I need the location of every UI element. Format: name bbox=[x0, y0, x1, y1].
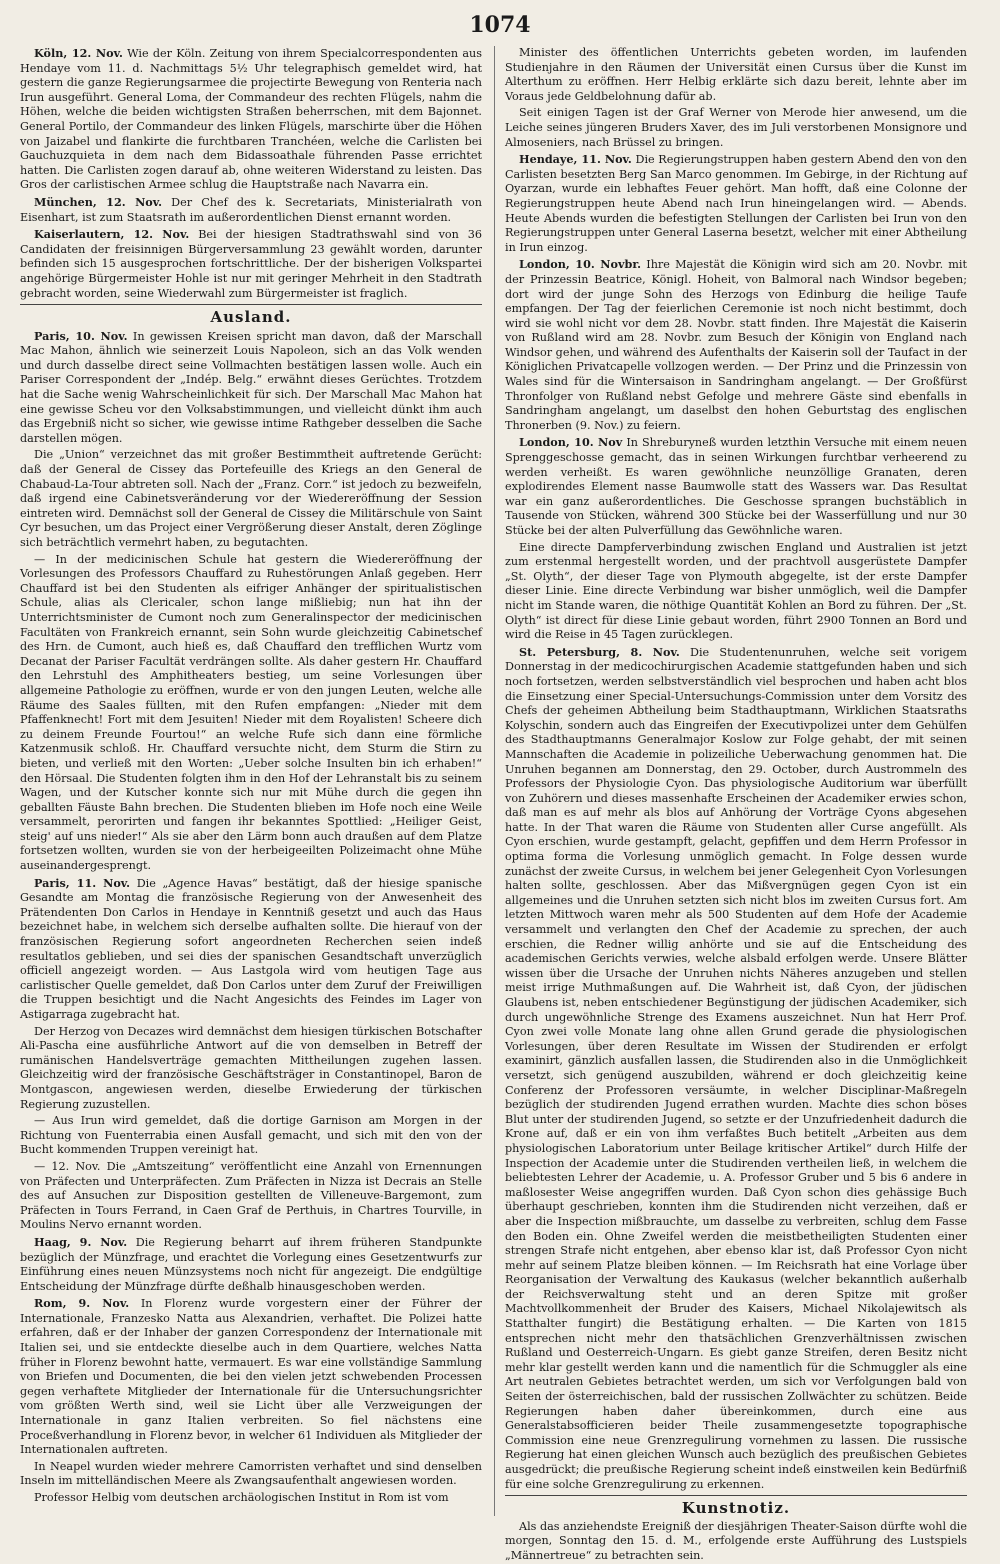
article-text: Ihre Majestät die Königin wird sich am 20. Novbr. mit der Prinzessin Beatrice, Königl. Hoheit, von Balmoral nach Windsor begeben; dort wird der junge Sohn des Herzogs von Edinburg die heilige Taufe empfangen. Der Tag der feierlichen Ceremonie ist noch nicht bestimmt, doch wird sie wohl nicht vor dem 28. Novbr. statt finden. Ihre Majestät die Kaiserin von Rußland wird am 28. Novbr. zum Besuch der Königin von England nach Windsor gehen, und während des Aufenthalts der Kaiserin soll der Taufact in der Königlichen Privatcapelle vollzogen werden. — Der Prinz und die Prinzessin von Wales sind für die Wintersaison in Sandringham angelangt. — Der Großfürst Thronfolger von Rußland nebst Gefolge und mehrere Gäste sind ebenfalls in Sandringham angelangt, um daselbst den hohen Geburtstag des englischen Thronerben (9. Nov.) zu feiern. bbox=[505, 258, 967, 432]
section-rule bbox=[20, 304, 482, 305]
article-text: Bei der hiesigen Stadtrathswahl sind von 36 Candidaten der freisinnigen Bürgerversammlung 23 gewählt worden, darunter befinden sich 15 ausgesprochen fortschrittliche. Der der bisherigen Volkspartei angehörige Bürgermeister Hohle ist nur mit geringer Mehrheit in den Stadtrath gebracht worden, seine Wiederwahl zum Bürgermeister ist fraglich. bbox=[20, 228, 482, 300]
article-dateline: München, 12. Nov. bbox=[34, 194, 163, 209]
article-dateline: St. Petersburg, 8. Nov. bbox=[519, 644, 680, 659]
article-dateline: London, 10. Nov bbox=[519, 435, 623, 450]
article-text: Wie der Köln. Zeitung von ihrem Specialcorrespondenten aus Hendaye vom 11. d. Nachmittags 5½ Uhr telegraphisch gemeldet wird, hat gestern die ganze Regierungsarmee die projectirte Bewegung von Renteria nach Irun ausgeführt. General Loma, der Commandeur des rechten Flügels, nahm die Höhen, welche die beiden wichtigsten Straßen beherrschen, mit dem Bajonnet. General Portilo, der Commandeur des linken Flügels, marschirte über die Höhen von Jaizabel und flankirte die furchtbaren Tranchéen, welche die Carlisten bei Gauchuzquieta in dem nach dem Bidassoathale führenden Passe errichtet hatten. Die Carlisten zogen darauf ab, ohne weiteren Widerstand zu leisten. Das Gros der carlistischen Armee schlug die Hauptstraße nach Navarra ein. bbox=[20, 47, 482, 192]
article-text: Der Herzog von Decazes wird demnächst dem hiesigen türkischen Botschafter Ali-Pascha eine ausführliche Antwort auf die von demselben in Betreff der rumänischen Handelsverträge gemachten Mittheilungen zugehen lassen. Gleichzeitig wird der französische Geschäftsträger in Constantinopel, Baron de Montgascon, angewiesen werden, dieselbe Erwiederung der türkischen Regierung zuzustellen. bbox=[20, 1024, 482, 1111]
article-text: In Neapel wurden wieder mehrere Camorristen verhaftet und sind denselben Inseln im mittelländischen Meere als Zwangsaufenthalt angewiesen worden. bbox=[20, 1459, 482, 1488]
column-divider bbox=[494, 46, 495, 1516]
article-paragraph bbox=[505, 257, 967, 433]
right-column bbox=[505, 46, 968, 1562]
article-paragraph bbox=[20, 1235, 482, 1294]
article-paragraph bbox=[505, 106, 967, 150]
article-text: Die Regierung beharrt auf ihrem früheren Standpunkte bezüglich der Münzfrage, und erachtet die Vorlegung eines Gesetzentwurfs zur Einführung eines neuen Münzsystems noch nicht für angezeigt. Die endgültige Entscheidung der Münzfrage dürfte deßhalb hinausgeschoben werden. bbox=[20, 1235, 482, 1293]
article-paragraph bbox=[20, 227, 482, 301]
article-text: In Shreburyneß wurden letzthin Versuche mit einem neuen Sprenggeschosse gemacht, das in seinen Wirkungen furchtbar verheerend zu werden verheißt. Es waren gewöhnliche neunzöllige Granaten, deren explodirendes Element nasse Baumwolle statt des Wassers war. Das Resultat war ein ganz außerordentliches. Die Geschosse sprangen buchstäblich in Tausende von Stücken, während 300 Stücke bei der Wasserfüllung und nur 30 Stücke bei der alten Pulverfüllung das Gewöhnliche waren. bbox=[505, 436, 968, 537]
article-text: Die Studentenunruhen, welche seit vorigem Donnerstag in der medicochirurgischen Academie stattgefunden haben und sich noch fortsetzen, werden selbstverständlich viel besprochen und haben acht blos die Einsetzung einer Special-Untersuchungs-Commission unter dem Vorsitz des Chefs der geheimen Abtheilung beim Stadthauptmann, Wirklichen Staatsraths Kolyschin, sondern auch das Eingreifen der Executivpolizei unter dem Gehülfen des Stadthauptmanns Generalmajor Koslow zur Folge gehabt, der mit seinen Mannschaften die Academie in polizeiliche Ueberwachung genommen hat. Die Unruhen begannen am Donnerstag, den 29. October, durch Austrommeln des Professors der Physiologie Cyon. Das physiologische Auditorium war überfüllt von Zuhörern und dieses massenhafte Erscheinen der Academiker erwies schon, daß man es auf mehr als blos auf Anhörung der Vorträge Cyons abgesehen hatte. In der That waren die Räume von Studenten aller Curse angefüllt. Als Cyon erschien, wurde gestampft, gelacht, gepfiffen und dem Herrn Professor in optima forma die Vorlesung unmöglich gemacht. In Folge dessen wurde zunächst der zweite Cursus, in welchem bei jener Gelegenheit Cyon Vorlesungen halten sollte, geschlossen. Aber das Mißvergnügen gegen Cyon ist ein allgemeines und die Unruhen setzten sich nicht blos im zweiten Cursus fort. Am letzten Mittwoch waren mehr als 500 Studenten auf dem Hofe der Academie versammelt und verlangten den Chef der Academie zu sprechen, der auch erschien, die Redner willig anhörte und sie auf die Entscheidung des academischen Gerichts verwies, welche alsbald erfolgen werde. Unsere Blätter wissen über die Ursache der Unruhen nichts Näheres anzugeben und stellen meist irrige Muthmaßungen auf. Die Wahrheit ist, daß Cyon, der jüdischen Glaubens ist, neben entschiedener Begünstigung der jüdischen Academiker, sich durch ungewöhnliche Strenge des Examens auszeichnet. Nun hat Herr Prof. Cyon zwei volle Monate lang ohne allen Grund gerade die physiologischen Vorlesungen, über deren Resultate im Wissen der Studirenden er erfolgt examinirt, gänzlich ausfallen lassen, die Studirenden also in die Unmöglichkeit versetzt, sich genügend auszubilden, während er doch gleichzeitig keine Conferenz der Professoren versäumte, in welcher Disciplinar-Maßregeln bezüglich der studirenden Jugend errathen wurden. Machte dies schon böses Blut unter der studirenden Jugend, so setzte er der Unzufriedenheit dadurch die Krone auf, daß er ein von ihm verfaßtes Buch betitelt „Arbeiten aus dem physiologischen Laboratorium unter Beilage kritischer Artikel“ durch Hilfe der Inspection der Academie unter die Studirenden vertheilen ließ, in welchem die beliebtesten Lehrer der Academie, u. A. Professor Gruber und 5 bis 6 andere in maßlosester Weise angegriffen wurden. Daß Cyon schon dies gehässige Buch überhaupt geschrieben, konnten ihm die Studirenden nicht verzeihen, daß er aber die Inspection mißbrauchte, um dasselbe zu verbreiten, schlug dem Fasse den Boden ein. Ohne Zweifel werden die meistbetheiligten Studenten einer strengen Strafe nicht entgehen, aber ebenso klar ist, daß Professor Cyon nicht mehr auf seinem Platze bleiben können. — Im Reichsrath hat eine Vorlage über Reorganisation der Verwaltung des Kaukasus (welcher bekanntlich außerhalb der Reichsverwaltung steht und an deren Spitze mit großer Machtvollkommenheit der Bruder des Kaisers, Michael Nikolajewitsch als Statthalter fungirt) die Bestätigung erhalten. — Die Karten von 1815 entsprechen nicht mehr den thatsächlichen Grenzverhältnissen zwischen Rußland und Oesterreich-Ungarn. Es giebt ganze Streifen, deren Besitz nicht mehr klar gestellt werden kann und die namentlich für die Schmuggler als eine Art neutralen Gebietes betrachtet werden, um sich vor Verfolgungen bald von Seiten der österreichischen, bald der russischen Zollwächter zu schützen. Beide Regierungen haben daher übereinkommen, durch eine aus Generalstabsofficieren beider Theile zusammengesetzte topographische Commission eine neue Grenzregulirung vornehmen zu lassen. Die russische Regierung hat einen gleichen Wunsch auch bezüglich des preußischen Gebietes ausgedrückt; die preußische Regierung scheint indeß einstweilen kein Bedürfniß für eine solche Grenzregulirung zu erkennen. bbox=[505, 645, 967, 1491]
article-paragraph bbox=[20, 1491, 482, 1506]
article-paragraph bbox=[20, 876, 482, 1023]
article-text: Seit einigen Tagen ist der Graf Werner von Merode hier anwesend, um die Leiche seines jüngeren Bruders Xaver, des im Juli verstorbenen Monsignore und Almoseniers, nach Brüssel zu bringen. bbox=[505, 106, 967, 149]
article-text: — 12. Nov. Die „Amtszeitung“ veröffentlicht eine Anzahl von Ernennungen von Präfecten und Unterpräfecten. Zum Präfecten in Nizza ist Decrais an Stelle des auf Ansuchen zur Disposition gestellten de Villeneuve-Bargemont, zum Präfecten in Tours Ferrand, in Caen Graf de Perthuis, in Chartres Tourville, in Moulins Nervo ernannt worden. bbox=[20, 1159, 482, 1232]
article-paragraph bbox=[20, 195, 482, 225]
article-text: — Aus Irun wird gemeldet, daß die dortige Garnison am Morgen in der Richtung von Fuenterrabia einen Ausfall gemacht, und sich mit den von der Bucht kommenden Truppen vereinigt hat. bbox=[20, 1114, 482, 1157]
article-paragraph bbox=[505, 46, 967, 104]
article-dateline: Rom, 9. Nov. bbox=[34, 1296, 130, 1311]
article-paragraph bbox=[505, 152, 967, 255]
article-paragraph bbox=[20, 1114, 482, 1158]
article-paragraph bbox=[505, 645, 967, 1492]
article-paragraph bbox=[20, 553, 482, 874]
article-dateline: London, 10. Novbr. bbox=[519, 257, 642, 272]
article-paragraph bbox=[505, 435, 967, 538]
article-paragraph bbox=[505, 541, 967, 643]
article-text: In Florenz wurde vorgestern einer der Führer der Internationale, Franzesko Natta aus Alexandrien, verhaftet. Die Polizei hatte erfahren, daß er der Inhaber der ganzen Correspondenz der Internationale mit Italien sei, und sie entdeckte dieselbe auch in dem Quartiere, welches Natta früher in Florenz bewohnt hatte, vermauert. Es war eine vollständige Sammlung von Briefen und Documenten, die bei den vielen jetzt schwebenden Processen gegen verhaftete Mitglieder der Internationale für die Untersuchungsrichter vom größten Werth sind, weil sie Licht über alle Verzweigungen der Internationale in ganz Italien verbreiten. So fiel nächstens eine Proceßverhandlung in Florenz bevor, in welcher 61 Individuen als Mitglieder der Internationalen auftreten. bbox=[20, 1297, 483, 1457]
section-heading: Ausland. bbox=[210, 308, 292, 327]
article-dateline: Kaiserlautern, 12. Nov. bbox=[34, 227, 190, 242]
article-paragraph bbox=[505, 1520, 967, 1564]
article-dateline: Hendaye, 11. Nov. bbox=[519, 152, 632, 167]
article-text: Minister des öffentlichen Unterrichts gebeten worden, im laufenden Studienjahre in den Räumen der Universität einen Cursus über die Kunst im Alterthum zu eröffnen. Herr Helbig erklärte sich dazu bereit, lehnte aber im Voraus jede Geldbelohnung dafür ab. bbox=[505, 46, 967, 103]
section-rule bbox=[505, 1495, 967, 1496]
article-text: Der Chef des k. Secretariats, Ministerialrath von Eisenhart, ist zum Staatsrath im außerordentlichen Dienst ernannt worden. bbox=[20, 195, 482, 224]
article-text: Die Regierungstruppen haben gestern Abend den von den Carlisten besetzten Berg San Marco genommen. Im Gebirge, in der Richtung auf Oyarzan, wurde ein lebhaftes Feuer gehört. Man hofft, daß eine Colonne der Regierungstruppen heute Abend nach Irun hineingelangen wird. — Abends. Heute Abends wurden die befestigten Stellungen der Carlisten bei Irun von den Regierungstruppen unter General Laserna besetzt, welcher mit einer Abtheilung in Irun einzog. bbox=[505, 153, 967, 254]
article-dateline: Haag, 9. Nov. bbox=[34, 1234, 128, 1249]
article-text: Die „Union“ verzeichnet das mit großer Bestimmtheit auftretende Gerücht: daß der General de Cissey das Portefeuille des Kriegs an den General de Chabaud-La-Tour abtreten soll. Nach der „Franz. Corr.“ ist jedoch zu bezweifeln, daß irgend eine Cabinetsveränderung vor der Wiedereröffnung der Session eintreten wird. Demnächst soll der General de Cissey die Militärschule von Saint Cyr besuchen, um das Project einer Vergrößerung dieser Anstalt, deren Zöglinge sich beträchtlich vermehrt haben, zu begutachten. bbox=[20, 448, 482, 549]
article-text: Professor Helbig vom deutschen archäologischen Institut in Rom ist vom bbox=[34, 1491, 449, 1504]
article-paragraph bbox=[20, 1025, 482, 1113]
left-column bbox=[20, 46, 482, 1524]
article-text: In gewissen Kreisen spricht man davon, daß der Marschall Mac Mahon, ähnlich wie seinerzeit Louis Napoleon, sich an das Volk wenden und durch dasselbe direct seine Vollmachten bestätigen lassen wolle. Auch ein Pariser Correspondent der „Indép. Belg.“ erwähnt dieses Gerüchtes. Trotzdem hat die Sache wenig Wahrscheinlichkeit für sich. Der Marschall Mac Mahon hat eine gewisse Scheu vor den Volksabstimmungen, und vielleicht dünkt ihm auch das Ergebniß nicht so sicher, wie gewisse intime Rathgeber desselben die Sache darstellen mögen. bbox=[20, 329, 483, 445]
article-text: — In der medicinischen Schule hat gestern die Wiedereröffnung der Vorlesungen des Professors Chauffard zu Ruhestörungen Anlaß gegeben. Herr Chauffard ist bei den Studenten als eifriger Anhänger der spiritualistischen Schule, alias als Clericaler, schon lange mißliebig; nun hat ihn der Unterrichtsminister de Cumont noch zum Generalinspector der medicinischen Facultäten von Frankreich ernannt, sein Sohn wurde gleichzeitig Cabinetschef des Hrn. de Cumont, auch hieß es, daß Chauffard den trefflichen Wurtz vom Decanat der Pariser Facultät verdrängen sollte. Als daher gestern Hr. Chauffard den Lehrstuhl des Amphitheaters bestieg, um seine Vorlesungen über allgemeine Pathologie zu eröffnen, wurde er von den jungen Leuten, welche alle Räume des Saales füllten, mit den Rufen empfangen: „Nieder mit dem Pfaffenknecht! Fort mit dem Jesuiten! Nieder mit dem Royalisten! Scheere dich zu deinem Freunde Fourtou!“ an welche Rufe sich dann eine förmliche Katzenmusik schloß. Hr. Chauffard versuchte nicht, dem Sturm die Stirn zu bieten, und verließ mit den Worten: „Ueber solche Insulten bin ich erhaben!“ den Hörsaal. Die Studenten folgten ihm in den Hof der Lehranstalt bis zu seinem Wagen, und der Kutscher konnte sich nur mit Mühe durch die gegen ihn geballten Fäuste Bahn brechen. Die Studenten blieben im Hofe noch eine Weile versammelt, perorirten und fangen ihr bekanntes Spottlied: „Heiliger Geist, steig' auf uns nieder!“ Als sie aber den Lärm bonn auch draußen auf dem Platze fortsetzen wollten, wurden sie von der herbeigeeilten Polizeimacht ohne Mühe auseinandergesprengt. bbox=[20, 552, 482, 873]
article-paragraph bbox=[20, 46, 482, 193]
article-dateline: Paris, 10. Nov. bbox=[34, 328, 128, 343]
article-paragraph bbox=[20, 1296, 482, 1458]
article-paragraph bbox=[20, 448, 482, 550]
article-text: Als das anziehendste Ereigniß der diesjährigen Theater-Saison dürfte wohl die morgen, Sonntag den 15. d. M., erfolgende erste Aufführung des Lustspiels „Männertreue“ zu betrachten sein. bbox=[505, 1519, 967, 1562]
article-text: Die „Agence Havas“ bestätigt, daß der hiesige spanische Gesandte am Montag die französische Regierung von der Anwesenheit des Prätendenten Don Carlos in Hendaye in Kenntniß gesetzt und auch das Haus bezeichnet habe, in welchem sich derselbe aufhalten sollte. Die hierauf von der französischen Regierung sofort angeordneten Recherchen seien indeß resultatlos geblieben, und sei dies der spanischen Gesandtschaft unverzüglich officiell angezeigt worden. — Aus Lastgola wird vom heutigen Tage aus carlistischer Quelle gemeldet, daß Don Carlos unter dem Zuruf der Freiwilligen die Truppen besichtigt und die Nacht Angesichts des Feindes im Lager von Astigarraga zugebracht hat. bbox=[20, 876, 482, 1021]
article-paragraph bbox=[20, 1460, 482, 1489]
article-paragraph bbox=[20, 1160, 482, 1233]
article-paragraph bbox=[20, 329, 482, 447]
page-number: 1074 bbox=[469, 12, 531, 38]
article-dateline: Paris, 11. Nov. bbox=[34, 875, 131, 890]
section-heading: Kunstnotiz. bbox=[681, 1499, 791, 1518]
article-dateline: Köln, 12. Nov. bbox=[34, 46, 123, 60]
article-text: Eine directe Dampferverbindung zwischen England und Australien ist jetzt zum erstenmal hergestellt worden, und der prachtvoll ausgerüstete Dampfer „St. Olyth“, der dieser Tage von Plymouth abgegelte, ist der erste Dampfer dieser Linie. Eine directe Verbindung war bisher unmöglich, weil die Dampfer nicht im Stande waren, die nöthige Quantität Kohlen an Bord zu führen. Der „St. Olyth“ ist direct für diese Linie gebaut worden, führt 2900 Tonnen an Bord und wird die Reise in 45 Tagen zurücklegen. bbox=[505, 540, 967, 642]
